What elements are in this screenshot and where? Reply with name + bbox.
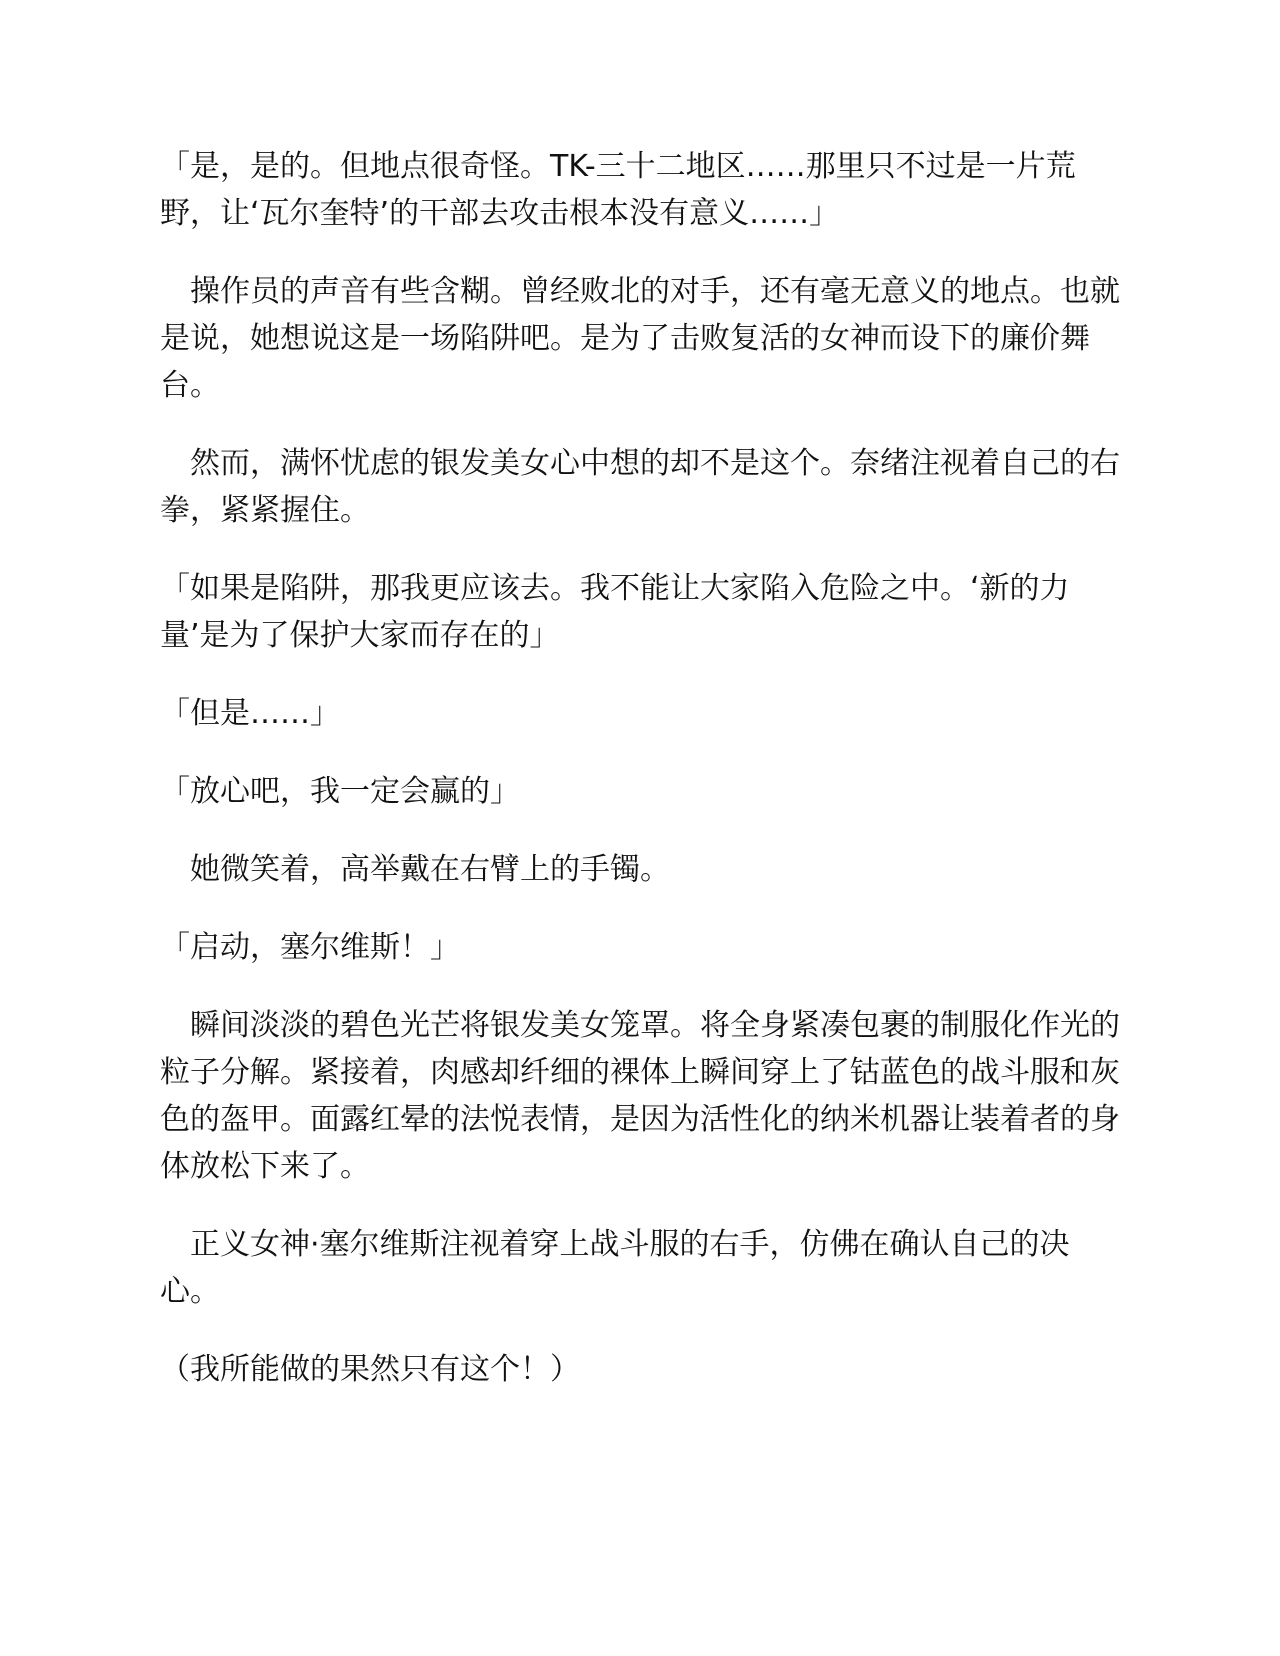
document-page — [160, 143, 1120, 1393]
paragraph-gap — [160, 237, 1120, 268]
paragraph-narration-bracelet: 她微笑着，高举戴在右臂上的手镯。 — [160, 852, 670, 887]
paragraph-narration-transformation: 瞬间淡淡的碧色光芒将银发美女笼罩。将全身紧凑包裹的制服化作光的粒子分解。紧接着，肉感却纤细的裸体上瞬间穿上了钴蓝色的战斗服和灰色的盔甲。面露红晕的法悦表情，是因为活性化的纳米机器让装着者的身体放松下来了。 — [160, 1008, 1120, 1184]
paragraph-narration-trap: 操作员的声音有些含糊。曾经败北的对手，还有毫无意义的地点。也就是说，她想说这是一场陷阱吧。是为了击败复活的女神而设下的廉价舞台。 — [160, 274, 1120, 403]
paragraph-gap — [160, 1190, 1120, 1221]
paragraph-gap — [160, 737, 1120, 768]
paragraph-gap — [160, 815, 1120, 846]
paragraph-inner-thought: （我所能做的果然只有这个！） — [160, 1352, 580, 1387]
paragraph-gap — [160, 1315, 1120, 1346]
paragraph-gap — [160, 971, 1120, 1002]
paragraph-dialogue-will-win: 「放心吧，我一定会赢的」 — [160, 774, 520, 809]
paragraph-dialogue-new-power: 「如果是陷阱，那我更应该去。我不能让大家陷入危险之中。‘新的力量’是为了保护大家而存在的」 — [160, 571, 1070, 653]
paragraph-dialogue-activate: 「启动，塞尔维斯！」 — [160, 930, 460, 965]
paragraph-dialogue-operator-report: 「是，是的。但地点很奇怪。TK-三十二地区……那里只不过是一片荒野，让‘瓦尔奎特’的干部去攻击根本没有意义……」 — [160, 149, 1076, 231]
paragraph-gap — [160, 659, 1120, 690]
paragraph-gap — [160, 893, 1120, 924]
paragraph-narration-resolve: 然而，满怀忧虑的银发美女心中想的却不是这个。奈绪注视着自己的右拳，紧紧握住。 — [160, 446, 1120, 528]
paragraph-narration-determination: 正义女神·塞尔维斯注视着穿上战斗服的右手，仿佛在确认自己的决心。 — [160, 1227, 1070, 1309]
paragraph-gap — [160, 534, 1120, 565]
paragraph-gap — [160, 409, 1120, 440]
paragraph-dialogue-but: 「但是……」 — [160, 696, 340, 731]
